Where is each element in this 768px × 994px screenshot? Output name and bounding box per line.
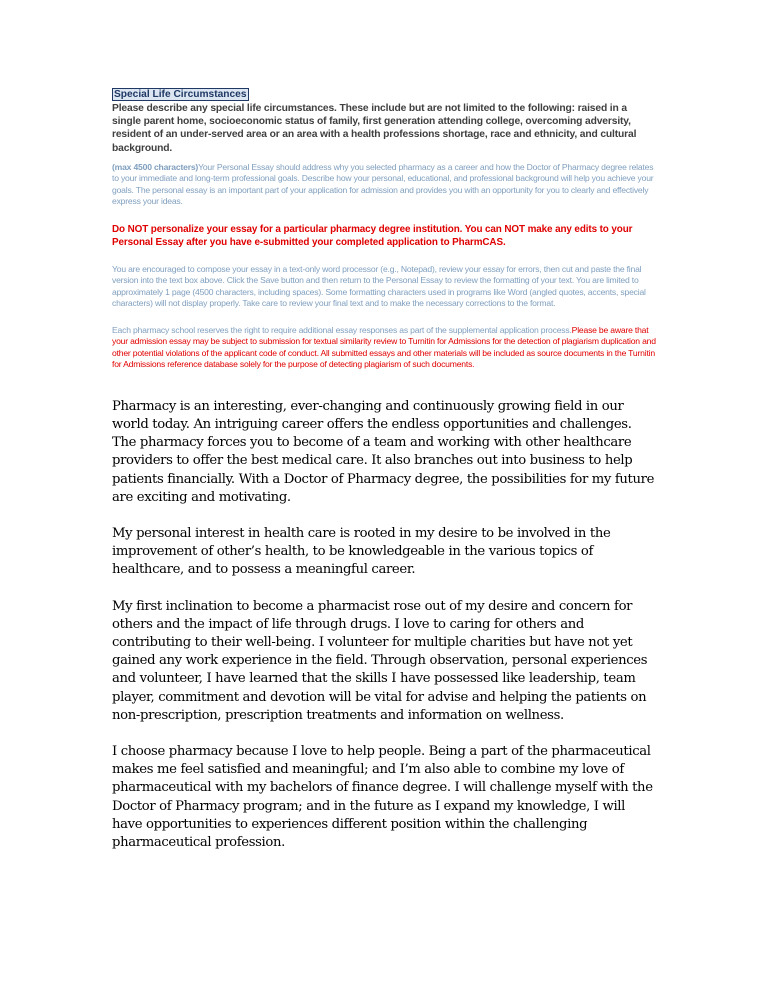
section-heading — [112, 84, 658, 102]
document-page — [112, 84, 658, 870]
school-text: Each pharmacy school reserves the right to require additional essay responses as part of the supplemental application process. — [112, 324, 572, 335]
essay-paragraph-1: Pharmacy is an interesting, ever-changing and continuously growing field in our world today. An intriguing career offers the endless opportunities and challenges. The pharmacy forces you to become of a team and working with other healthcare providers to offer the best medical care. It also branches out into business to help patients financially. With a Doctor of Pharmacy degree, the possibilities for my future are exciting and motivating. — [112, 398, 655, 505]
essay-paragraph-4: I choose pharmacy because I love to help people. Being a part of the pharmaceutical makes me feel satisfied and meaningful; and I’m also able to combine my love of pharmaceutical with my bachelors of finance degree. I will challenge myself with the Doctor of Pharmacy program; and in the future as I expand my knowledge, I will have opportunities to experiences different position within the challenging pharmaceutical profession. — [112, 744, 653, 851]
essay-paragraph-2: My personal interest in health care is rooted in my desire to be involved in the improvement of other’s health, to be knowledgeable in the various topics of healthcare, and to possess a meaningful career. — [112, 526, 611, 578]
prompt-text: Please describe any special life circumstances. These include but are not limited to the following: raised in a single parent home, socioeconomic status of family, first generation attending college, overcoming adversity, resident of an under-served area or an area with a health professions shortage, race and ethnicity, and cultural background. — [112, 103, 637, 154]
warning-text: Do NOT personalize your essay for a particular pharmacy degree institution. You can NOT make any edits to your Personal Essay after you have e-submitted your completed application to PharmCAS. — [112, 223, 633, 248]
plagiarism-text: Please be aware that your admission essay may be subject to submission for textual similarity review to Turnitin for Admissions for the detection of plagiarism duplication and other potential violations of the applicant code of conduct. All submitted essays and other materials will be included as source documents in the Turnitin for Admissions reference database solely for the purpose of detecting plagiarism of such documents. — [112, 324, 656, 370]
limit-text: Your Personal Essay should address why you selected pharmacy as a career and how the Doctor of Pharmacy degree relates to your immediate and long-term professional goals. Describe how your personal, educational, and professional background will help you achieve your goals. The personal essay is an important part of your application for admission and provides you with an opportunity for you to clearly and effectively express your ideas. — [112, 161, 654, 207]
instructions-limit — [112, 162, 658, 208]
compose-instructions: You are encouraged to compose your essay in a text-only word processor (e.g., Notepad), review your essay for errors, then cut and paste the final version into the text box above. Click the Save button and then return to the Personal Essay to review the formatting of your text. You are limited to approximately 1 page (4500 characters, including spaces). Some formatting characters used in programs like Word (angled quotes, accents, special characters) will not display properly. Take care to review your final text and to make the necessary corrections to the format. — [112, 263, 646, 309]
essay-paragraph-3: My first inclination to become a pharmacist rose out of my desire and concern for others and the impact of life through drugs. I love to caring for others and contributing to their well-being. I volunteer for multiple charities but have not yet gained any work experience in the field. Through observation, personal experiences and volunteer, I have learned that the skills I have possessed like leadership, team player, commitment and devotion will be vital for advise and helping the patients on non-prescription, prescription treatments and information on wellness. — [112, 598, 648, 723]
heading-special-life: Special Life Circumstances — [114, 89, 247, 100]
limit-label: (max 4500 characters) — [112, 161, 199, 172]
school-instructions — [112, 325, 658, 371]
